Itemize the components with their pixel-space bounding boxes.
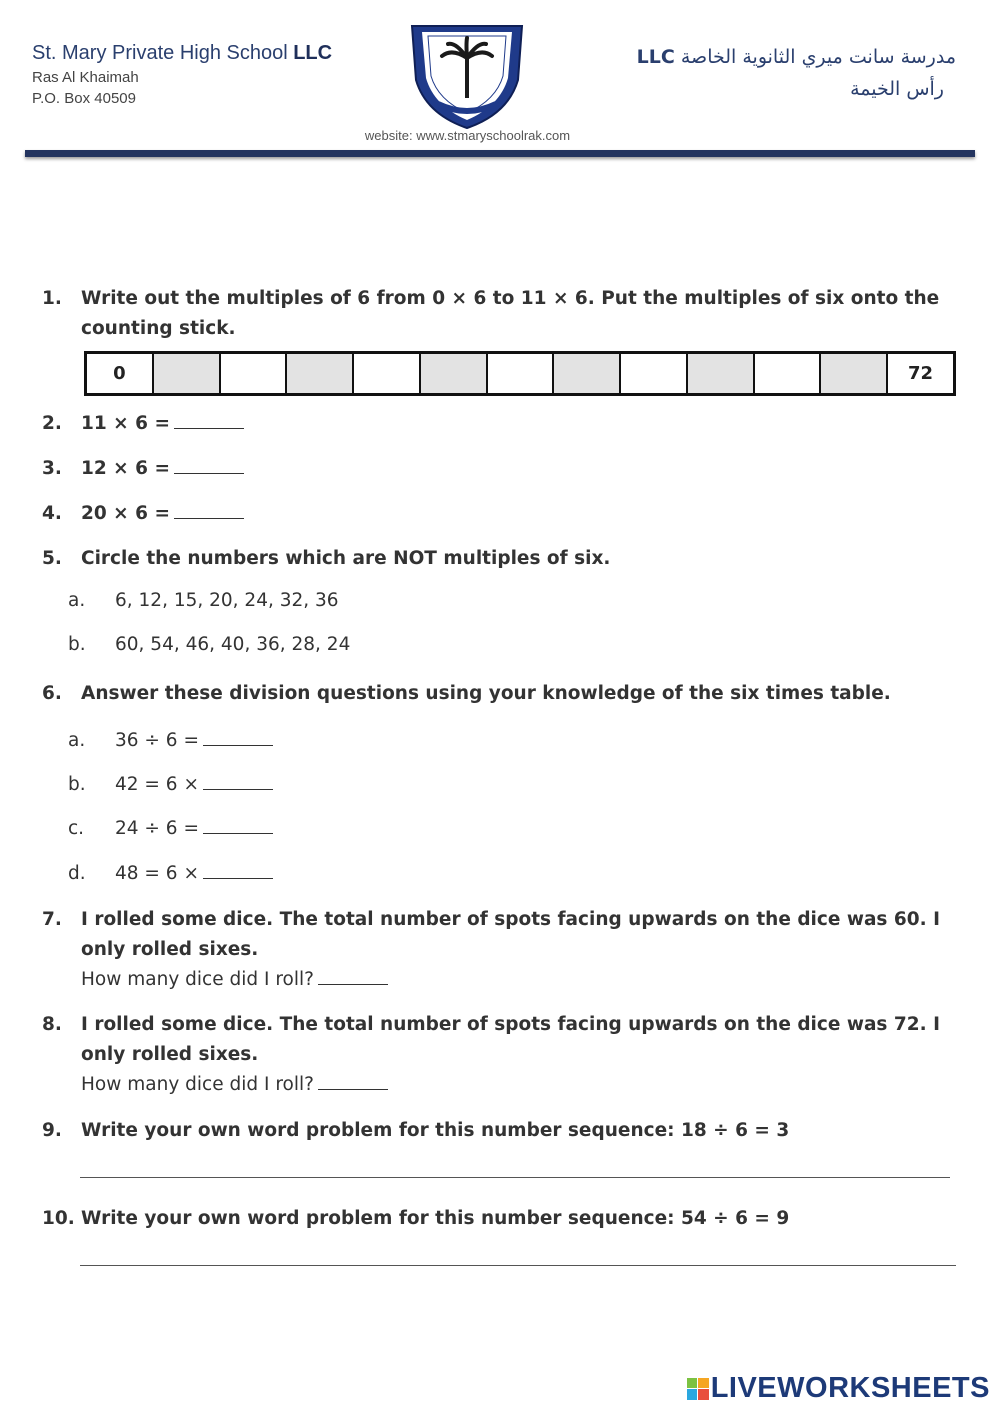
question-text: Write your own word problem for this number sequence: 18 ÷ 6 = 3 bbox=[81, 1120, 790, 1141]
website-link[interactable]: website: www.stmaryschoolrak.com bbox=[364, 128, 571, 143]
question-number: 6. bbox=[42, 683, 62, 704]
stick-cell[interactable] bbox=[488, 354, 555, 393]
answer-blank[interactable] bbox=[174, 456, 244, 474]
stick-cell[interactable] bbox=[287, 354, 354, 393]
counting-stick bbox=[84, 351, 956, 396]
question-text: I rolled some dice. The total number of spots facing upwards on the dice was 60. I only rolled sixes. bbox=[81, 909, 940, 960]
school-name: St. Mary Private High School LLC bbox=[32, 42, 333, 64]
question-text: 20 × 6 = bbox=[81, 499, 244, 529]
stick-cell[interactable] bbox=[554, 354, 621, 393]
number-list[interactable]: 60, 54, 46, 40, 36, 28, 24 bbox=[115, 634, 351, 655]
question-number: 2. bbox=[42, 413, 62, 434]
sub-text: 36 ÷ 6 = bbox=[115, 726, 273, 756]
header-divider bbox=[25, 150, 975, 157]
school-header-left bbox=[32, 42, 332, 107]
number-list[interactable]: 6, 12, 15, 20, 24, 32, 36 bbox=[115, 590, 339, 611]
question-text: 11 × 6 = bbox=[81, 409, 244, 439]
stick-cell[interactable] bbox=[421, 354, 488, 393]
question-number: 3. bbox=[42, 458, 62, 479]
question-number: 8. bbox=[42, 1014, 62, 1035]
question-text: Write your own word problem for this number sequence: 54 ÷ 6 = 9 bbox=[81, 1208, 790, 1229]
answer-blank[interactable] bbox=[174, 411, 244, 429]
question-number: 7. bbox=[42, 909, 62, 930]
answer-blank[interactable] bbox=[203, 816, 273, 834]
answer-blank[interactable] bbox=[318, 1072, 388, 1090]
question-number: 10. bbox=[42, 1208, 75, 1229]
question-text: I rolled some dice. The total number of spots facing upwards on the dice was 72. I only rolled sixes. bbox=[81, 1014, 940, 1065]
question-ask: How many dice did I roll? bbox=[81, 965, 388, 995]
question-ask: How many dice did I roll? bbox=[81, 1070, 388, 1100]
arabic-school-name: LLC مدرسة سانت ميري الثانوية الخاصة bbox=[636, 46, 956, 68]
question-text: Answer these division questions using your knowledge of the six times table. bbox=[81, 683, 891, 704]
answer-blank[interactable] bbox=[174, 501, 244, 519]
sub-text: 48 = 6 × bbox=[115, 859, 273, 889]
question-text: Write out the multiples of 6 from 0 × 6 to 11 × 6. Put the multiples of six onto the counting stick. bbox=[81, 288, 940, 339]
stick-cell[interactable] bbox=[755, 354, 822, 393]
question-number: 4. bbox=[42, 503, 62, 524]
sub-text: 24 ÷ 6 = bbox=[115, 814, 273, 844]
stick-cell[interactable] bbox=[688, 354, 755, 393]
answer-blank[interactable] bbox=[203, 728, 273, 746]
liveworksheets-text: LIVEWORKSHEETS bbox=[710, 1372, 990, 1404]
answer-line[interactable] bbox=[80, 1177, 950, 1178]
sub-letter: b. bbox=[68, 774, 86, 795]
stick-cell[interactable] bbox=[621, 354, 688, 393]
stick-cell[interactable] bbox=[154, 354, 221, 393]
question-number: 5. bbox=[42, 548, 62, 569]
sub-text: 42 = 6 × bbox=[115, 770, 273, 800]
sub-letter: b. bbox=[68, 634, 86, 655]
sub-letter: d. bbox=[68, 863, 86, 884]
school-po-box: P.O. Box 40509 bbox=[32, 90, 136, 107]
question-text: 12 × 6 = bbox=[81, 454, 244, 484]
arabic-city: رأس الخيمة bbox=[850, 78, 944, 100]
question-text: Circle the numbers which are NOT multiples of six. bbox=[81, 548, 611, 569]
question-number: 1. bbox=[42, 288, 62, 309]
sub-letter: c. bbox=[68, 818, 85, 839]
answer-blank[interactable] bbox=[203, 861, 273, 879]
answer-blank[interactable] bbox=[203, 772, 273, 790]
stick-cell[interactable] bbox=[354, 354, 421, 393]
stick-cell[interactable] bbox=[821, 354, 888, 393]
stick-cell[interactable] bbox=[221, 354, 288, 393]
sub-letter: a. bbox=[68, 730, 86, 751]
answer-line[interactable] bbox=[80, 1265, 956, 1266]
school-city: Ras Al Khaimah bbox=[32, 69, 139, 86]
answer-blank[interactable] bbox=[318, 967, 388, 985]
liveworksheets-branding bbox=[687, 1372, 990, 1405]
stick-cell-first: 0 bbox=[87, 354, 154, 393]
question-number: 9. bbox=[42, 1120, 62, 1141]
school-header-right bbox=[637, 46, 956, 100]
stick-cell-last: 72 bbox=[908, 363, 934, 384]
sub-letter: a. bbox=[68, 590, 86, 611]
liveworksheets-logo-icon bbox=[687, 1378, 709, 1400]
school-crest-logo bbox=[408, 22, 526, 130]
